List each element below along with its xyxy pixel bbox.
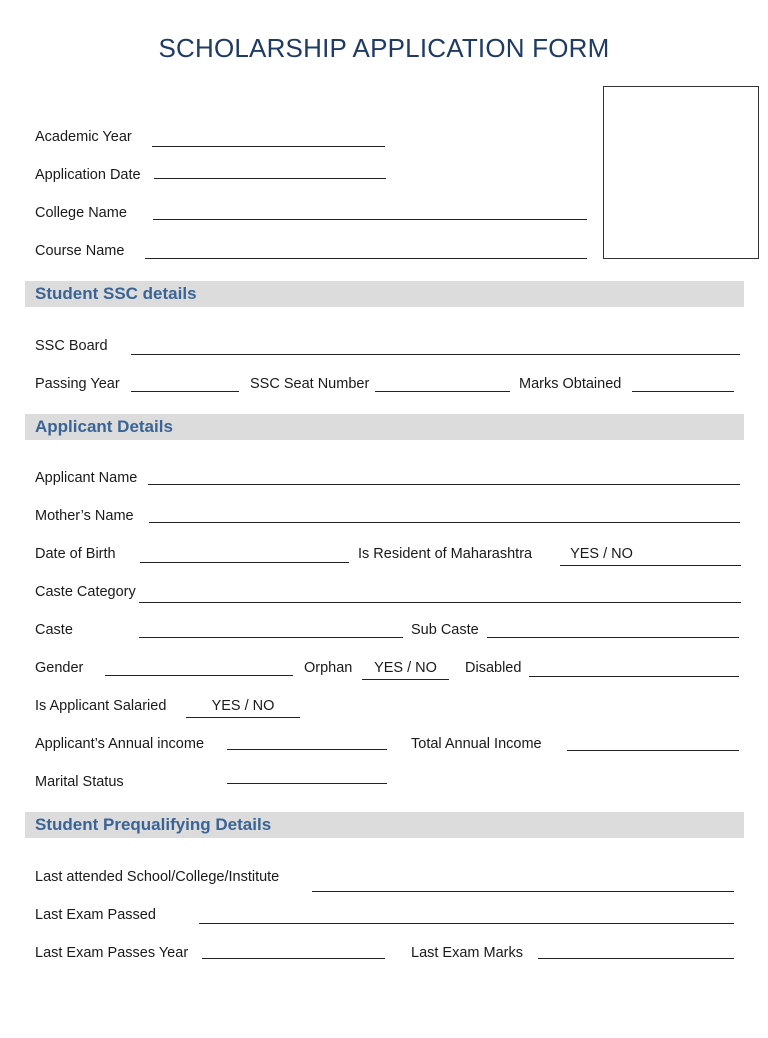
gender-field[interactable] bbox=[105, 675, 293, 676]
salaried-label: Is Applicant Salaried bbox=[35, 698, 167, 714]
disabled-label: Disabled bbox=[465, 660, 522, 676]
last-school-label: Last attended School/College/Institute bbox=[35, 869, 280, 885]
salaried-value: YES / NO bbox=[211, 698, 275, 714]
mothers-name-field[interactable] bbox=[149, 522, 740, 523]
marital-status-field[interactable] bbox=[227, 783, 387, 784]
passing-year-field[interactable] bbox=[131, 391, 239, 392]
applicant-name-label: Applicant Name bbox=[35, 470, 138, 486]
date-of-birth-label: Date of Birth bbox=[35, 546, 116, 562]
college-name-label: College Name bbox=[35, 205, 127, 221]
caste-label: Caste bbox=[35, 622, 73, 638]
last-exam-year-label: Last Exam Passes Year bbox=[35, 945, 189, 961]
caste-category-field[interactable] bbox=[139, 602, 741, 603]
sub-caste-field[interactable] bbox=[487, 637, 739, 638]
applicant-name-field[interactable] bbox=[148, 484, 740, 485]
course-name-label: Course Name bbox=[35, 243, 125, 259]
orphan-yes-no[interactable] bbox=[362, 659, 449, 680]
photo-box[interactable] bbox=[603, 86, 759, 259]
application-date-label: Application Date bbox=[35, 167, 141, 183]
last-exam-marks-label: Last Exam Marks bbox=[411, 945, 523, 961]
page-title: SCHOLARSHIP APPLICATION FORM bbox=[158, 33, 610, 63]
marks-obtained-label: Marks Obtained bbox=[519, 376, 622, 392]
marks-obtained-field[interactable] bbox=[632, 391, 734, 392]
last-school-field[interactable] bbox=[312, 891, 734, 892]
sub-caste-label: Sub Caste bbox=[411, 622, 479, 638]
ssc-section-title: Student SSC details bbox=[35, 284, 197, 303]
orphan-value: YES / NO bbox=[374, 660, 437, 676]
applicant-section-title: Applicant Details bbox=[35, 417, 173, 436]
salaried-yes-no[interactable] bbox=[186, 697, 300, 718]
resident-label: Is Resident of Maharashtra bbox=[358, 546, 533, 562]
date-of-birth-field[interactable] bbox=[140, 562, 349, 563]
caste-category-label: Caste Category bbox=[35, 584, 136, 600]
total-income-label: Total Annual Income bbox=[411, 736, 542, 752]
ssc-section-header bbox=[25, 281, 744, 307]
ssc-seat-number-field[interactable] bbox=[375, 391, 510, 392]
mothers-name-label: Mother’s Name bbox=[35, 508, 134, 524]
last-exam-label: Last Exam Passed bbox=[35, 907, 156, 923]
annual-income-field[interactable] bbox=[227, 749, 387, 750]
annual-income-label: Applicant’s Annual income bbox=[35, 736, 205, 752]
last-exam-year-field[interactable] bbox=[202, 958, 385, 959]
ssc-board-label: SSC Board bbox=[35, 338, 108, 354]
passing-year-label: Passing Year bbox=[35, 376, 120, 392]
college-name-field[interactable] bbox=[153, 219, 587, 220]
resident-yes-no[interactable] bbox=[560, 545, 741, 566]
resident-value: YES / NO bbox=[570, 546, 633, 562]
last-exam-marks-field[interactable] bbox=[538, 958, 734, 959]
ssc-seat-number-label: SSC Seat Number bbox=[250, 376, 370, 392]
ssc-board-field[interactable] bbox=[131, 354, 740, 355]
caste-field[interactable] bbox=[139, 637, 403, 638]
prequal-section-header bbox=[25, 812, 744, 838]
disabled-field[interactable] bbox=[529, 676, 739, 677]
gender-label: Gender bbox=[35, 660, 84, 676]
prequal-section-title: Student Prequalifying Details bbox=[35, 815, 272, 834]
last-exam-field[interactable] bbox=[199, 923, 734, 924]
applicant-section-header bbox=[25, 414, 744, 440]
marital-status-label: Marital Status bbox=[35, 774, 124, 790]
course-name-field[interactable] bbox=[145, 258, 587, 259]
application-date-field[interactable] bbox=[154, 178, 386, 179]
academic-year-label: Academic Year bbox=[35, 129, 132, 145]
orphan-label: Orphan bbox=[304, 660, 353, 676]
total-income-field[interactable] bbox=[567, 750, 739, 751]
academic-year-field[interactable] bbox=[152, 146, 385, 147]
